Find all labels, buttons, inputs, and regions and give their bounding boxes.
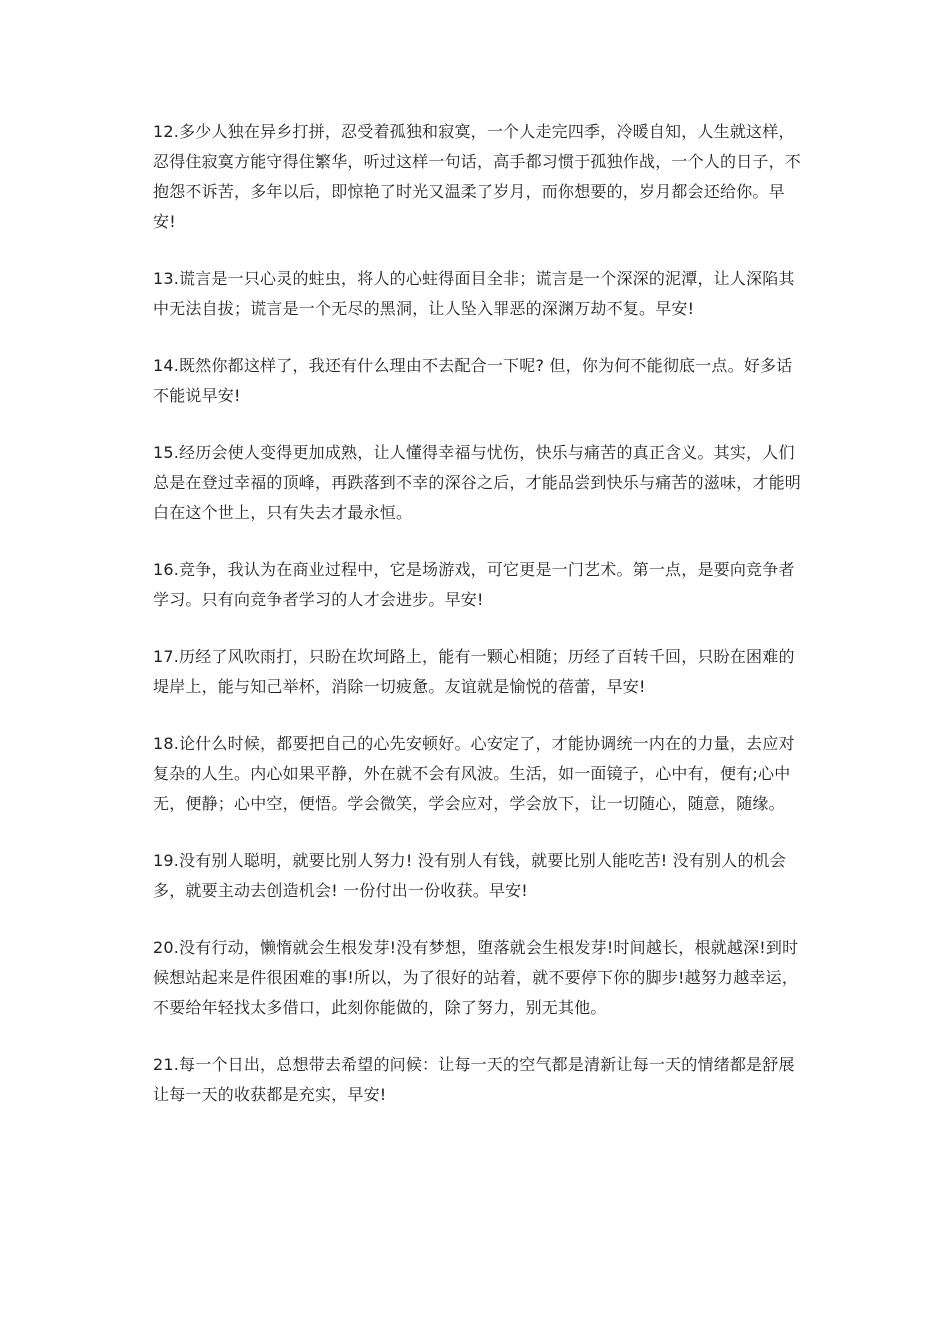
paragraph-16: 16.竞争，我认为在商业过程中，它是场游戏，可它更是一门艺术。第一点，是要向竞争者学习。只有向竞争者学习的人才会进步。早安!	[153, 560, 795, 609]
paragraph-14: 14.既然你都这样了，我还有什么理由不去配合一下呢? 但，你为何不能彻底一点。好多话不能说早安!	[153, 356, 793, 405]
paragraph-17: 17.历经了风吹雨打，只盼在坎坷路上，能有一颗心相随；历经了百转千回，只盼在困难的堤岸上，能与知己举杯，消除一切疲惫。友谊就是愉悦的蓓蕾，早安!	[153, 647, 795, 696]
paragraph-12: 12.多少人独在异乡打拼，忍受着孤独和寂寞，一个人走完四季，冷暖自知，人生就这样，忍得住寂寞方能守得住繁华，听过这样一句话，高手都习惯于孤独作战，一个人的日子，不抱怨不诉苦，多年以后，即惊艳了时光又温柔了岁月，而你想要的，岁月都会还给你。早安!	[153, 122, 802, 231]
paragraph-21: 21.每一个日出，总想带去希望的问候：让每一天的空气都是清新让每一天的情绪都是舒展让每一天的收获都是充实，早安!	[153, 1055, 795, 1104]
paragraph-15: 15.经历会使人变得更加成熟，让人懂得幸福与忧伤，快乐与痛苦的真正含义。其实，人们总是在登过幸福的顶峰，再跌落到不幸的深谷之后，才能品尝到快乐与痛苦的滋味，才能明白在这个世上，只有失去才最永恒。	[153, 443, 802, 522]
paragraph-20: 20.没有行动，懒惰就会生根发芽!没有梦想，堕落就会生根发芽!时间越长，根就越深!到时候想站起来是件很困难的事!所以，为了很好的站着，就不要停下你的脚步!越努力越幸运，不要给年轻找太多借口，此刻你能做的，除了努力，别无其他。	[153, 938, 799, 1017]
paragraph-19: 19.没有别人聪明，就要比别人努力! 没有别人有钱，就要比别人能吃苦! 没有别人的机会多，就要主动去创造机会! 一份付出一份收获。早安!	[153, 851, 787, 900]
paragraph-13: 13.谎言是一只心灵的蛀虫，将人的心蛀得面目全非；谎言是一个深深的泥潭，让人深陷其中无法自拔；谎言是一个无尽的黑洞，让人坠入罪恶的深渊万劫不复。早安!	[153, 269, 795, 318]
paragraph-18: 18.论什么时候，都要把自己的心先安顿好。心安定了，才能协调统一内在的力量，去应对复杂的人生。内心如果平静，外在就不会有风波。生活，如一面镜子，心中有，便有;心中无，便静；心中空，便悟。学会微笑，学会应对，学会放下，让一切随心，随意，随缘。	[153, 734, 795, 813]
document-body	[153, 117, 803, 1137]
